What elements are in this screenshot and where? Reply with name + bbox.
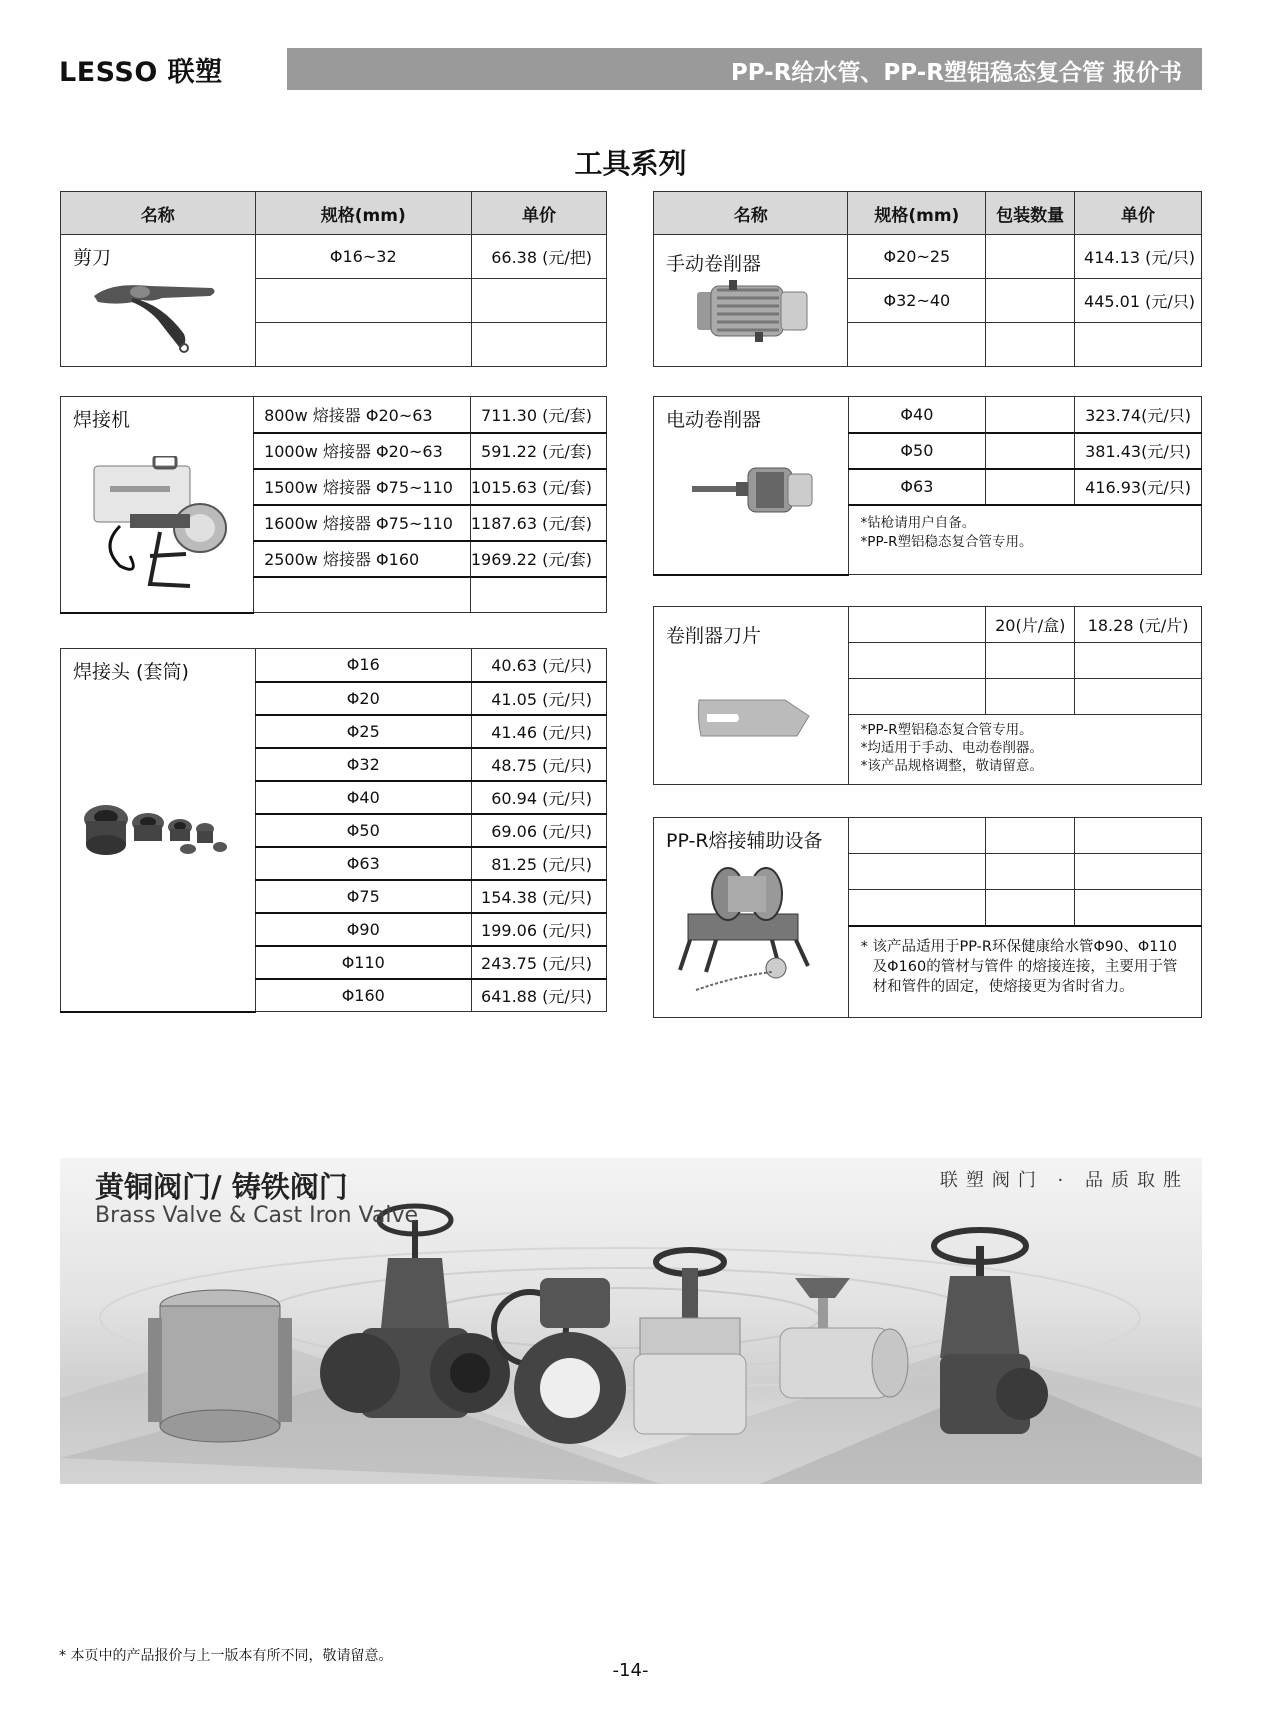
spec-cell: Φ63 bbox=[848, 469, 986, 505]
spec-cell: Φ32~40 bbox=[848, 279, 986, 323]
price-cell: 445.01 (元/只) bbox=[1075, 279, 1202, 323]
spec-cell: Φ50 bbox=[255, 814, 471, 847]
price-cell: 199.06 (元/只) bbox=[472, 913, 607, 946]
price-cell: 416.93(元/只) bbox=[1075, 469, 1202, 505]
price-cell: 1015.63 (元/套) bbox=[470, 469, 606, 505]
brass-ball-valve-image bbox=[780, 1278, 908, 1398]
empty-cell bbox=[472, 279, 607, 323]
col-header-name: 名称 bbox=[61, 192, 256, 235]
col-header-name: 名称 bbox=[654, 192, 848, 235]
empty-cell bbox=[1075, 323, 1202, 367]
pipe-coupling-image bbox=[148, 1290, 292, 1442]
notes-cell bbox=[848, 505, 1201, 575]
price-cell: 41.05 (元/只) bbox=[472, 682, 607, 715]
banner-title-en: Brass Valve & Cast Iron Valve bbox=[95, 1203, 419, 1228]
empty-cell bbox=[848, 890, 986, 926]
spec-cell: Φ75 bbox=[255, 880, 471, 913]
spec-cell: 1600w 熔接器 Φ75~110 bbox=[254, 505, 471, 541]
spec-cell: Φ50 bbox=[848, 433, 986, 469]
price-cell: 69.06 (元/只) bbox=[472, 814, 607, 847]
notes-cell bbox=[848, 715, 1201, 785]
price-cell: 18.28 (元/片) bbox=[1075, 607, 1202, 643]
spec-cell: 800w 熔接器 Φ20~63 bbox=[254, 397, 471, 433]
empty-cell bbox=[254, 577, 471, 613]
empty-cell bbox=[986, 679, 1075, 715]
scissors-image bbox=[92, 268, 222, 358]
price-cell: 41.46 (元/只) bbox=[472, 715, 607, 748]
col-header-price: 单价 bbox=[1075, 192, 1202, 235]
empty-cell bbox=[255, 323, 472, 367]
empty-cell bbox=[848, 818, 986, 854]
note-line: *PP-R塑铝稳态复合管专用。 bbox=[860, 533, 1033, 550]
empty-cell bbox=[1075, 643, 1202, 679]
price-cell: 243.75 (元/只) bbox=[472, 946, 607, 979]
blade-image bbox=[697, 692, 812, 742]
empty-cell bbox=[848, 643, 986, 679]
empty-cell bbox=[1075, 890, 1202, 926]
fusion-aux-equipment-image bbox=[676, 860, 836, 998]
spec-cell: Φ20 bbox=[255, 682, 471, 715]
spec-cell: Φ90 bbox=[255, 913, 471, 946]
price-cell: 40.63 (元/只) bbox=[472, 649, 607, 682]
spec-cell: Φ16 bbox=[255, 649, 471, 682]
note-line: 材和管件的固定，使熔接更为省时省力。 bbox=[872, 978, 1134, 995]
gate-valve-image bbox=[934, 1230, 1048, 1434]
pack-cell bbox=[986, 235, 1075, 279]
spec-cell: Φ63 bbox=[255, 847, 471, 880]
spec-cell: 2500w 熔接器 Φ160 bbox=[254, 541, 471, 577]
empty-cell bbox=[1075, 679, 1202, 715]
col-header-spec: 规格(mm) bbox=[255, 192, 472, 235]
note-line: *钻枪请用户自备。 bbox=[860, 514, 976, 531]
spec-cell: Φ110 bbox=[255, 946, 471, 979]
empty-cell bbox=[986, 818, 1075, 854]
price-cell: 323.74(元/只) bbox=[1075, 397, 1202, 433]
empty-cell bbox=[470, 577, 606, 613]
product-name: 卷削器刀片 bbox=[666, 625, 762, 647]
product-name: 剪刀 bbox=[73, 247, 112, 269]
price-cell: 1969.22 (元/套) bbox=[470, 541, 606, 577]
spec-cell: Φ20~25 bbox=[848, 235, 986, 279]
empty-cell bbox=[986, 323, 1075, 367]
note-line: *该产品规格调整，敬请留意。 bbox=[860, 758, 1043, 774]
empty-cell bbox=[848, 854, 986, 890]
pack-cell: 20(片/盒) bbox=[986, 607, 1075, 643]
empty-cell bbox=[1075, 818, 1202, 854]
banner-title-cn: 黄铜阀门/ 铸铁阀门 bbox=[95, 1170, 348, 1204]
banner-slogan: 联塑阀门 · 品质取胜 bbox=[939, 1170, 1189, 1191]
empty-cell bbox=[986, 854, 1075, 890]
electric-scraper-image bbox=[690, 460, 815, 520]
lesso-logo: LESSO 联塑 bbox=[59, 57, 223, 88]
notes-cell bbox=[848, 926, 1201, 1018]
empty-cell bbox=[255, 279, 472, 323]
empty-cell bbox=[848, 679, 986, 715]
note-line: * 该产品适用于PP-R环保健康给水管Φ90、Φ110 bbox=[860, 938, 1177, 955]
spec-cell bbox=[848, 607, 986, 643]
brass-globe-valve-image bbox=[634, 1250, 746, 1434]
product-name: 电动卷削器 bbox=[666, 409, 762, 431]
spec-cell: Φ16~32 bbox=[255, 235, 472, 279]
col-header-pack: 包装数量 bbox=[986, 192, 1075, 235]
price-cell: 711.30 (元/套) bbox=[470, 397, 606, 433]
price-cell: 66.38 (元/把) bbox=[472, 235, 607, 279]
empty-cell bbox=[472, 323, 607, 367]
manual-scraper-image bbox=[693, 278, 813, 344]
spec-cell: Φ32 bbox=[255, 748, 471, 781]
note-line: 及Φ160的管材与管件 的熔接连接，主要用于管 bbox=[872, 958, 1178, 975]
note-line: *均适用于手动、电动卷削器。 bbox=[860, 740, 1043, 756]
empty-cell bbox=[848, 323, 986, 367]
spec-cell: Φ40 bbox=[255, 781, 471, 814]
section-title: 工具系列 bbox=[574, 147, 687, 180]
empty-cell bbox=[986, 643, 1075, 679]
price-cell: 154.38 (元/只) bbox=[472, 880, 607, 913]
product-name: 手动卷削器 bbox=[666, 253, 762, 275]
butterfly-valve-image bbox=[494, 1278, 626, 1444]
pack-cell bbox=[986, 279, 1075, 323]
price-cell: 1187.63 (元/套) bbox=[470, 505, 606, 541]
product-name: PP-R熔接辅助设备 bbox=[666, 830, 823, 852]
spec-cell: Φ160 bbox=[255, 979, 471, 1012]
price-cell: 641.88 (元/只) bbox=[472, 979, 607, 1012]
product-name: 焊接头 (套筒) bbox=[73, 661, 189, 683]
price-cell: 81.25 (元/只) bbox=[472, 847, 607, 880]
price-cell: 381.43(元/只) bbox=[1075, 433, 1202, 469]
price-cell: 414.13 (元/只) bbox=[1075, 235, 1202, 279]
spec-cell: Φ25 bbox=[255, 715, 471, 748]
price-cell: 48.75 (元/只) bbox=[472, 748, 607, 781]
spec-cell: 1500w 熔接器 Φ75~110 bbox=[254, 469, 471, 505]
col-header-price: 单价 bbox=[472, 192, 607, 235]
price-cell: 60.94 (元/只) bbox=[472, 781, 607, 814]
pack-cell bbox=[986, 469, 1075, 505]
header-title: PP-R给水管、PP-R塑铝稳态复合管 报价书 bbox=[730, 60, 1182, 86]
product-name: 焊接机 bbox=[73, 409, 131, 431]
empty-cell bbox=[986, 890, 1075, 926]
note-line: *PP-R塑铝稳态复合管专用。 bbox=[860, 722, 1033, 738]
price-cell: 591.22 (元/套) bbox=[470, 433, 606, 469]
gate-valve-image bbox=[320, 1206, 510, 1418]
col-header-spec: 规格(mm) bbox=[848, 192, 986, 235]
pack-cell bbox=[986, 397, 1075, 433]
spec-cell: Φ40 bbox=[848, 397, 986, 433]
welding-machine-image bbox=[90, 456, 230, 592]
empty-cell bbox=[1075, 854, 1202, 890]
welding-head-sockets-image bbox=[80, 795, 230, 865]
page-number: -14- bbox=[612, 1660, 649, 1681]
pack-cell bbox=[986, 433, 1075, 469]
footnote: * 本页中的产品报价与上一版本有所不同，敬请留意。 bbox=[59, 1648, 393, 1664]
spec-cell: 1000w 熔接器 Φ20~63 bbox=[254, 433, 471, 469]
